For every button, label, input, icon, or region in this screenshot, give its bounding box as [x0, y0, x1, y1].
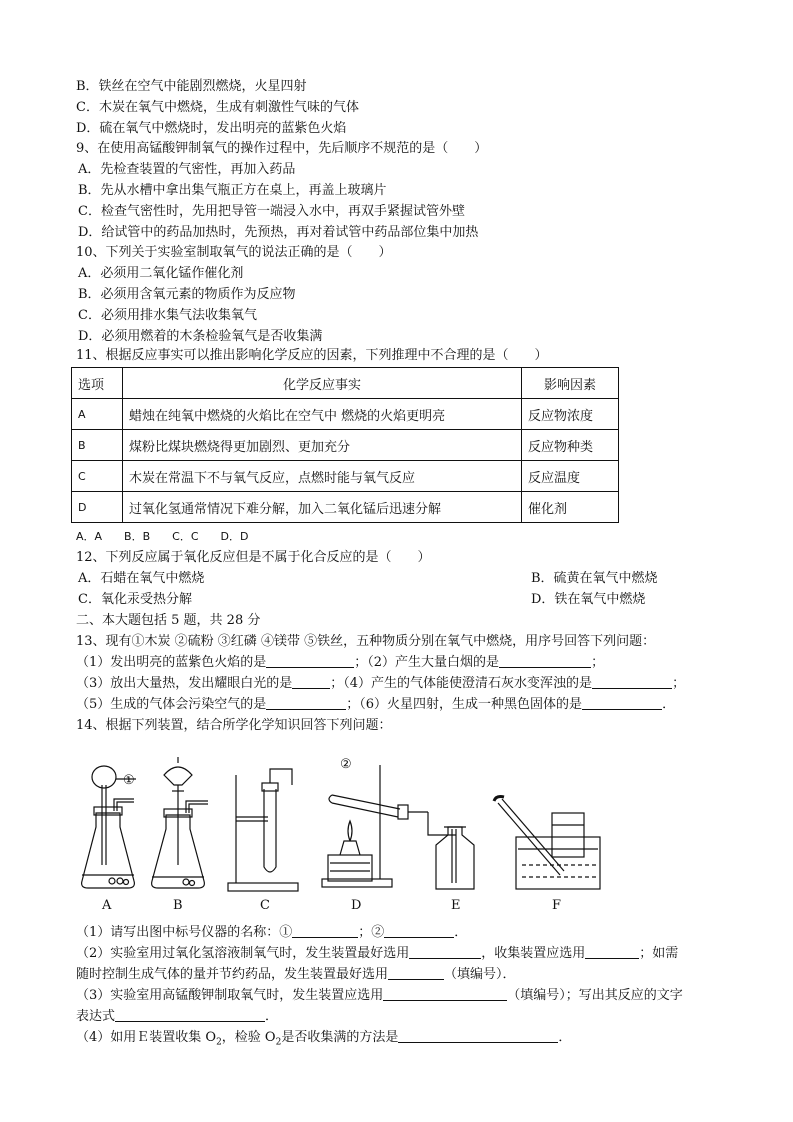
- q11-choices: A．A B．B C．C D．D: [76, 530, 249, 543]
- answer-blank: [266, 654, 354, 668]
- table-cell: 反应物种类: [522, 430, 619, 461]
- q12-stem: 12、下列反应属于氧化反应但是不属于化合反应的是（ ）: [76, 550, 431, 565]
- subscript: 2: [216, 1037, 222, 1048]
- q13-part-1: （1）发出明亮的蓝紫色火焰的是: [76, 655, 267, 670]
- answer-blank: [388, 966, 444, 980]
- table-header-cell: 选项: [72, 368, 123, 399]
- answer-blank: [383, 987, 507, 1001]
- q14-sub-2-text: 随时控制生成气体的量并节约药品，发生装置最好选用: [76, 967, 389, 982]
- apparatus-e-bottle: [436, 827, 474, 889]
- q14-sub-2-text: ，收集装置应选用: [481, 946, 586, 961]
- table-cell: 木炭在常温下不与氧气反应，点燃时能与氧气反应: [123, 461, 522, 492]
- q14-sub-4-text: ．: [558, 1030, 572, 1045]
- table-row: [72, 492, 619, 523]
- q13-part-7: （5）生成的气体会污染空气的是: [76, 697, 267, 712]
- q12-option-b: B．硫黄在氧气中燃烧: [531, 571, 658, 586]
- answer-blank: [398, 1029, 558, 1043]
- q14-sub-3-text: ．: [265, 1009, 279, 1024]
- answer-blank: [115, 1008, 265, 1022]
- q13-part-5: ；（4）产生的气体能使澄清石灰水变浑浊的是: [330, 676, 593, 691]
- q14-sub-2-text: ；如需: [639, 946, 679, 961]
- answer-blank: [409, 945, 481, 959]
- label-b: B: [173, 898, 183, 913]
- q14-sub-1-text: ；②: [358, 925, 385, 940]
- table-cell: 过氧化氢通常情况下难分解，加入二氧化锰后迅速分解: [123, 492, 522, 523]
- q14-sub-3-text: 表达式: [76, 1009, 116, 1024]
- q14-sub-1-text: （1）请写出图中标号仪器的名称：①: [76, 925, 293, 940]
- q14-sub-3-cont: [76, 1008, 278, 1026]
- apparatus-f-trough: [494, 797, 600, 890]
- q10-option-a: A．必须用二氧化锰作催化剂: [78, 266, 244, 281]
- q13-part-3: ；: [591, 655, 605, 670]
- q10-option-c: C．必须用排水集气法收集氧气: [78, 308, 257, 323]
- q14-sub-4-text: ，检验 O: [221, 1030, 276, 1045]
- answer-blank: [499, 654, 591, 668]
- q13-part-2: ；（2）产生大量白烟的是: [354, 655, 500, 670]
- table-cell: A: [72, 399, 123, 430]
- q8-option-b: B．铁丝在空气中能剧烈燃烧，火星四射: [76, 79, 307, 94]
- q14-sub-4: [76, 1029, 571, 1052]
- table-header-cell: 影响因素: [522, 368, 619, 399]
- q14-sub-3-text: （3）实验室用高锰酸钾制取氧气时，发生装置应选用: [76, 988, 384, 1003]
- table-cell: 反应物浓度: [522, 399, 619, 430]
- q13-line-1: [76, 654, 604, 672]
- q9-option-a: A．先检查装置的气密性，再加入药品: [78, 162, 296, 177]
- table-cell: 反应温度: [522, 461, 619, 492]
- q11-table: [71, 367, 619, 523]
- apparatus-c-stand: [228, 769, 298, 891]
- table-header-row: [72, 368, 619, 399]
- subscript: 2: [275, 1037, 282, 1048]
- q8-option-d: D．硫在氧气中燃烧时，发出明亮的蓝紫色火焰: [76, 121, 347, 136]
- q12-option-c: C．氧化汞受热分解: [78, 592, 192, 607]
- q8-option-c: C．木炭在氧气中燃烧，生成有刺激性气味的气体: [76, 100, 359, 115]
- q12-option-a: A．石蜡在氧气中燃烧: [78, 571, 205, 586]
- table-cell: C: [72, 461, 123, 492]
- q14-sub-3-text: （填编号）；写出其反应的文字: [507, 988, 683, 1003]
- label-c: C: [260, 898, 270, 913]
- q12-option-d: D．铁在氧气中燃烧: [531, 592, 646, 607]
- answer-blank: [592, 675, 672, 689]
- apparatus-b-flask: [152, 757, 208, 888]
- label-mark-1: ①: [123, 773, 135, 788]
- answer-blank: [266, 696, 346, 710]
- label-e: E: [451, 898, 461, 913]
- q13-part-4: （3）放出大量热，发出耀眼白光的是: [76, 676, 293, 691]
- label-mark-2: ②: [340, 757, 352, 772]
- q9-option-c: C．检查气密性时，先用把导管一端浸入水中，再双手紧握试管外壁: [78, 204, 465, 219]
- q9-option-b: B．先从水槽中拿出集气瓶正方在桌上，再盖上玻璃片: [78, 183, 387, 198]
- table-row: [72, 399, 619, 430]
- q9-option-d: D．给试管中的药品加热时，先预热，再对着试管中药品部位集中加热: [78, 225, 479, 240]
- q9-stem: 9、在使用高锰酸钾制氧气的操作过程中，先后顺序不规范的是（ ）: [76, 141, 488, 156]
- q13-part-6: ；: [672, 676, 686, 691]
- q14-sub-2-cont: [76, 966, 516, 984]
- q14-sub-2-text: （2）实验室用过氧化氢溶液制氧气时，发生装置最好选用: [76, 946, 410, 961]
- q10-stem: 10、下列关于实验室制取氧气的说法正确的是（ ）: [76, 245, 392, 260]
- q13-stem: 13、现有①木炭 ②硫粉 ③红磷 ④镁带 ⑤铁丝，五种物质分别在氧气中燃烧，用序号回答下列问题：: [76, 634, 656, 649]
- table-header-cell: 化学反应事实: [123, 368, 522, 399]
- table-row: [72, 430, 619, 461]
- q14-sub-3: [76, 987, 683, 1005]
- answer-blank: [582, 696, 662, 710]
- q14-sub-2: [76, 945, 678, 963]
- q11-stem: 11、根据反应事实可以推出影响化学反应的因素，下列推理中不合理的是（ ）: [76, 348, 548, 363]
- answer-blank: [585, 945, 639, 959]
- q14-sub-1: [76, 924, 467, 942]
- table-cell: 煤粉比煤块燃烧得更加剧烈、更加充分: [123, 430, 522, 461]
- q13-part-9: ．: [662, 697, 676, 712]
- answer-blank: [384, 924, 454, 938]
- section-heading: 二、本大题包括 5 题，共 28 分: [76, 613, 261, 628]
- q13-part-8: ；（6）火星四射，生成一种黑色固体的是: [346, 697, 583, 712]
- q14-sub-2-text: （填编号）．: [444, 967, 516, 982]
- table-cell: 蜡烛在纯氧中燃烧的火焰比在空气中 燃烧的火焰更明亮: [123, 399, 522, 430]
- table-cell: B: [72, 430, 123, 461]
- label-d: D: [351, 898, 362, 913]
- q14-sub-1-text: ．: [454, 925, 468, 940]
- apparatus-figure: [0, 755, 793, 915]
- q14-sub-4-text: （4）如用Ｅ装置收集 O: [76, 1030, 217, 1045]
- answer-blank: [292, 675, 330, 689]
- label-a: A: [102, 898, 112, 913]
- q10-option-b: B．必须用含氧元素的物质作为反应物: [78, 287, 296, 302]
- q14-stem: 14、根据下列装置，结合所学化学知识回答下列问题：: [76, 718, 392, 733]
- table-row: [72, 461, 619, 492]
- q10-option-d: D．必须用燃着的木条检验氧气是否收集满: [78, 329, 323, 344]
- table-cell: 催化剂: [522, 492, 619, 523]
- answer-blank: [292, 924, 358, 938]
- label-f: F: [552, 898, 562, 913]
- apparatus-drawing: [0, 755, 793, 915]
- q14-sub-4-text: 是否收集满的方法是: [281, 1030, 399, 1045]
- q13-line-3: [76, 696, 675, 714]
- q13-line-2: [76, 675, 685, 693]
- table-cell: D: [72, 492, 123, 523]
